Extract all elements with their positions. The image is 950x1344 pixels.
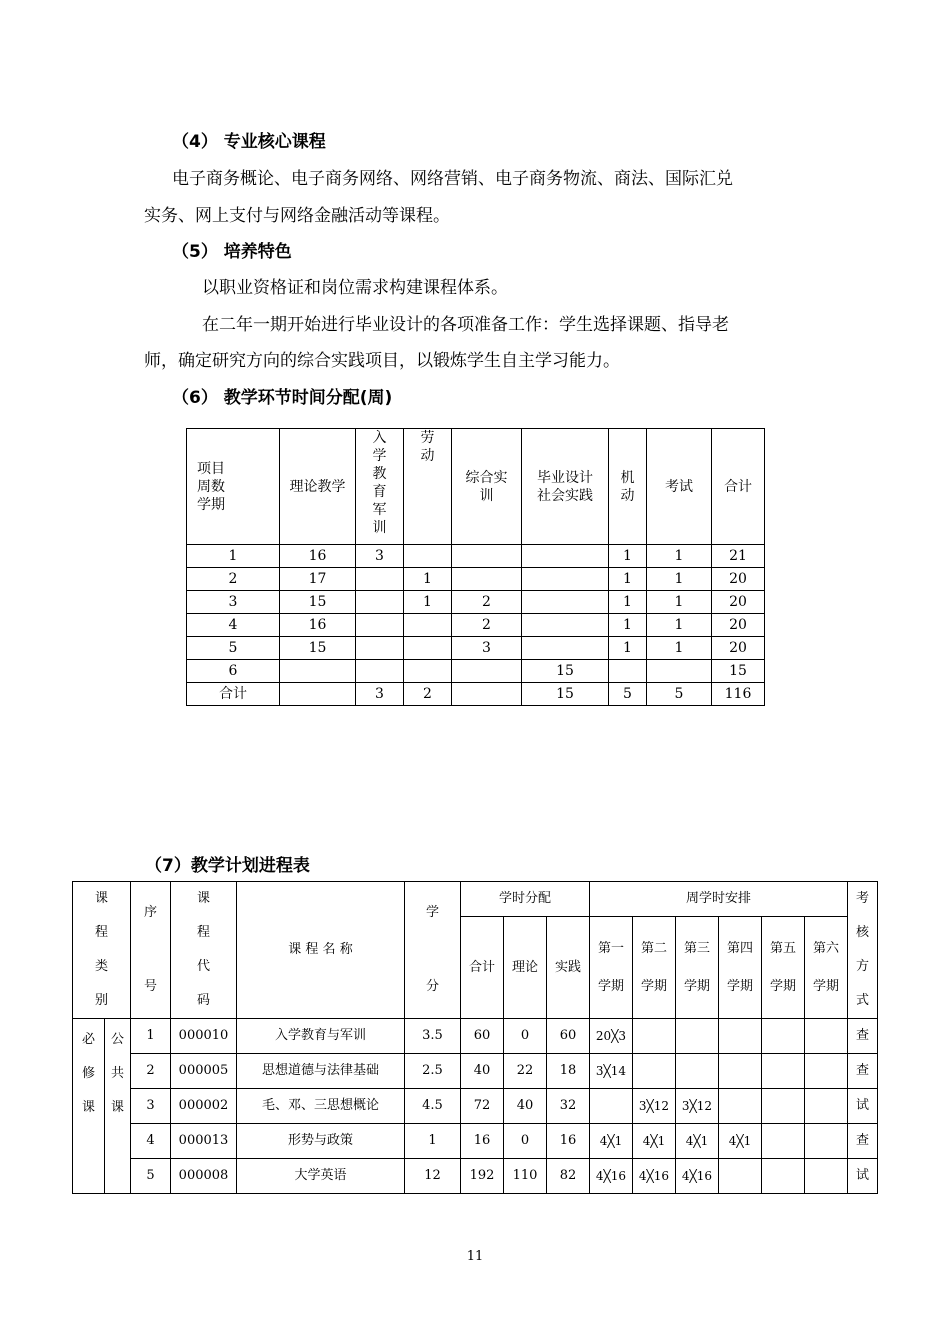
header-hours-theory: 理论 [504,917,547,1019]
header-entry-education: 入学教育军训 [356,429,404,545]
table-row: 5 15 3 1 1 20 [187,637,765,660]
corner-header-cell [187,429,280,545]
header-graduation: 毕业设计 社会实践 [522,429,609,545]
header-code: 课程代码 [171,882,237,1019]
header-hours-group: 学时分配 [461,882,590,917]
teaching-plan-table [72,881,878,1194]
table-row: 1 16 3 1 1 21 [187,545,765,568]
section-6-title: （6） 教学环节时间分配(周) [172,388,393,408]
header-term-5: 第五 学期 [762,917,805,1019]
table-row: 2 17 1 1 1 20 [187,568,765,591]
header-practice: 综合实训 [452,429,522,545]
header-term-1: 第一 学期 [590,917,633,1019]
table-row: 5 000008 大学英语 12 192 110 82 4╳16 4╳16 4╳16 试 [73,1159,878,1194]
corner-label-weeks: 周数 [197,478,225,495]
corner-label-project: 项目 [197,460,225,477]
header-term-2: 第二 学期 [633,917,676,1019]
header-flex: 机动 [609,429,647,545]
header-hours-total: 合计 [461,917,504,1019]
section-7-title: （7）教学计划进程表 [145,856,310,876]
header-theory: 理论教学 [280,429,356,545]
header-term-4: 第四 学期 [719,917,762,1019]
corner-label-term: 学期 [197,496,225,513]
plan-header-row-1 [73,882,878,917]
table-row: 4 000013 形势与政策 1 16 0 16 4╳1 4╳1 4╳1 4╳1 查 [73,1124,878,1159]
section-4-title: （4） 专业核心课程 [172,132,326,152]
table-row: 必修课 公共课 1 000010 入学教育与军训 3.5 60 0 60 20╳3 查 [73,1019,878,1054]
header-total: 合计 [712,429,765,545]
category-public: 公共课 [105,1019,131,1194]
header-course-name: 课 程 名 称 [237,882,405,1019]
table-row: 3 000002 毛、邓、三思想概论 4.5 72 40 32 3╳12 3╳12 试 [73,1089,878,1124]
header-term-3: 第三 学期 [676,917,719,1019]
category-required: 必修课 [73,1019,105,1194]
section-5-title: （5） 培养特色 [172,242,292,262]
time-table-header-row [187,429,765,545]
section-4-text-line2: 实务、网上支付与网络金融活动等课程。 [144,206,450,226]
section-4-text-line1: 电子商务概论、电子商务网络、网络营销、电子商务物流、商法、国际汇兑 [172,169,733,189]
table-row: 3 15 1 2 1 1 20 [187,591,765,614]
section-5-text-line2: 在二年一期开始进行毕业设计的各项准备工作：学生选择课题、指导老 [202,315,729,335]
header-weekly-group: 周学时安排 [590,882,848,917]
header-exam: 考试 [647,429,712,545]
table-row: 2 000005 思想道德与法律基础 2.5 40 22 18 3╳14 查 [73,1054,878,1089]
header-hours-practice: 实践 [547,917,590,1019]
section-5-text-line3: 师，确定研究方向的综合实践项目，以锻炼学生自主学习能力。 [144,351,620,371]
table-row: 6 15 15 [187,660,765,683]
header-term-6: 第六 学期 [805,917,848,1019]
header-credit: 学 分 [405,882,461,1019]
header-seq: 序 号 [131,882,171,1019]
header-labor: 劳动 [404,429,452,545]
teaching-time-allocation-table [186,428,765,706]
table-total-row: 合计 3 2 15 5 5 116 [187,683,765,706]
header-assessment: 考核方式 [848,882,878,1019]
page-number: 11 [466,1249,484,1264]
section-5-text-line1: 以职业资格证和岗位需求构建课程体系。 [202,278,508,298]
header-category: 课程类别 [73,882,131,1019]
table-row: 4 16 2 1 1 20 [187,614,765,637]
